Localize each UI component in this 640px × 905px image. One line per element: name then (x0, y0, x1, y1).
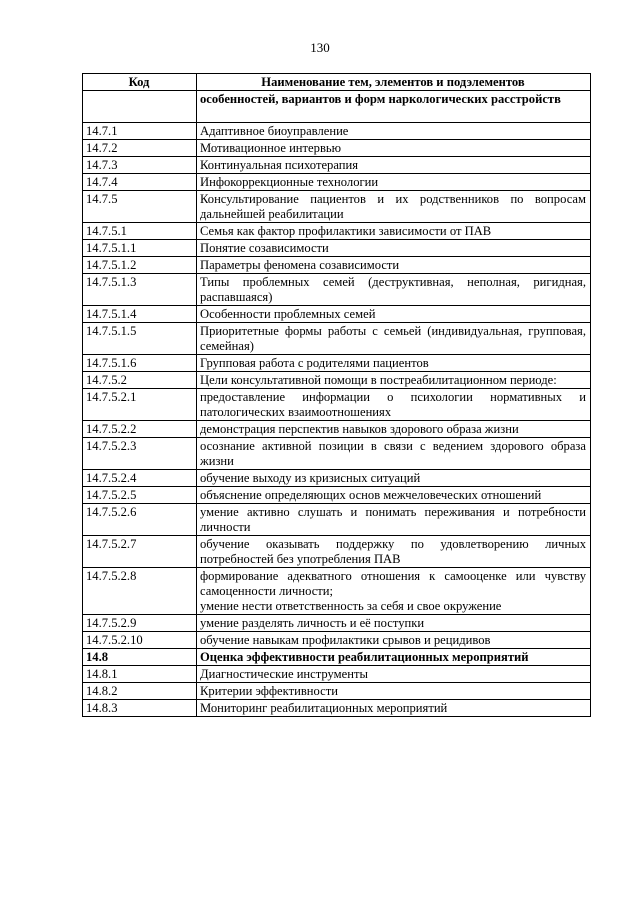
header-code: Код (83, 74, 197, 91)
row-code: 14.7.5.2.9 (83, 615, 197, 632)
row-name (197, 568, 591, 615)
table-row (83, 504, 591, 536)
table-row (83, 700, 591, 717)
row-code: 14.7.3 (83, 157, 197, 174)
row-code: 14.7.5.1.4 (83, 306, 197, 323)
table-row (83, 191, 591, 223)
header-name: Наименование тем, элементов и подэлементов (197, 74, 591, 91)
row-name: Типы проблемных семей (деструктивная, неполная, ригидная, распавшаяся) (197, 274, 591, 306)
table-row (83, 487, 591, 504)
table-row (83, 649, 591, 666)
row-code: 14.7.5.1 (83, 223, 197, 240)
row-name: объяснение определяющих основ межчеловеческих отношений (197, 487, 591, 504)
row-code: 14.7.5.2.5 (83, 487, 197, 504)
row-code: 14.7.5.2.10 (83, 632, 197, 649)
row-name: Инфокоррекционные технологии (197, 174, 591, 191)
table-row (83, 223, 591, 240)
row-code: 14.7.5.1.6 (83, 355, 197, 372)
table-row (83, 421, 591, 438)
page-number: 130 (310, 40, 330, 55)
table-row (83, 123, 591, 140)
table-row (83, 157, 591, 174)
row-name: Континуальная психотерапия (197, 157, 591, 174)
row-name: Семья как фактор профилактики зависимости от ПАВ (197, 223, 591, 240)
row-name: Диагностические инструменты (197, 666, 591, 683)
table-row (83, 355, 591, 372)
row-code: 14.7.5.2.4 (83, 470, 197, 487)
row-name: обучение навыкам профилактики срывов и рецидивов (197, 632, 591, 649)
header-row (83, 74, 591, 91)
table-header (83, 74, 591, 91)
row-code: 14.7.5.2.8 (83, 568, 197, 615)
table-row (83, 174, 591, 191)
row-name: Консультирование пациентов и их родственников по вопросам дальнейшей реабилитации (197, 191, 591, 223)
row-code: 14.7.5 (83, 191, 197, 223)
table-row (83, 372, 591, 389)
row-name: Приоритетные формы работы с семьей (индивидуальная, групповая, семейная) (197, 323, 591, 355)
table-row (83, 438, 591, 470)
continuation-code-cell (83, 91, 197, 123)
row-name: умение разделять личность и её поступки (197, 615, 591, 632)
row-code: 14.7.1 (83, 123, 197, 140)
row-name-line: формирование адекватного отношения к самооценке или чувству самоценности личности; (200, 569, 586, 598)
row-code: 14.8.2 (83, 683, 197, 700)
row-name: Мониторинг реабилитационных мероприятий (197, 700, 591, 717)
curriculum-table (82, 73, 591, 717)
row-code: 14.7.5.2.7 (83, 536, 197, 568)
row-name: осознание активной позиции в связи с ведением здорового образа жизни (197, 438, 591, 470)
row-code: 14.7.5.2.6 (83, 504, 197, 536)
row-code: 14.7.5.2.1 (83, 389, 197, 421)
row-code: 14.7.5.1.1 (83, 240, 197, 257)
row-code: 14.7.4 (83, 174, 197, 191)
row-name: Цели консультативной помощи в постреабилитационном периоде: (197, 372, 591, 389)
row-code: 14.8.1 (83, 666, 197, 683)
row-code: 14.7.5.1.3 (83, 274, 197, 306)
row-code: 14.7.5.2.3 (83, 438, 197, 470)
row-name: обучение оказывать поддержку по удовлетворению личных потребностей без употребления ПАВ (197, 536, 591, 568)
continuation-row (83, 91, 591, 123)
table-row (83, 240, 591, 257)
table-row (83, 568, 591, 615)
row-name: Критерии эффективности (197, 683, 591, 700)
table-row (83, 140, 591, 157)
table-row (83, 274, 591, 306)
table-row (83, 389, 591, 421)
table-row (83, 666, 591, 683)
table-row (83, 306, 591, 323)
row-name-line: умение нести ответственность за себя и свое окружение (200, 599, 502, 613)
row-code: 14.7.5.2 (83, 372, 197, 389)
row-code: 14.7.5.1.2 (83, 257, 197, 274)
row-code: 14.7.5.1.5 (83, 323, 197, 355)
table-row (83, 257, 591, 274)
table-row (83, 683, 591, 700)
row-name: Групповая работа с родителями пациентов (197, 355, 591, 372)
row-name: предоставление информации о психологии нормативных и патологических взаимоотношениях (197, 389, 591, 421)
table-row (83, 323, 591, 355)
row-code: 14.8 (83, 649, 197, 666)
row-name: Оценка эффективности реабилитационных мероприятий (197, 649, 591, 666)
table-row (83, 632, 591, 649)
table-row (83, 470, 591, 487)
row-name: Мотивационное интервью (197, 140, 591, 157)
table-row (83, 536, 591, 568)
continuation-name: особенностей, вариантов и форм наркологических расстройств (197, 91, 591, 123)
row-name: Параметры феномена созависимости (197, 257, 591, 274)
row-name: Адаптивное биоуправление (197, 123, 591, 140)
row-name: обучение выходу из кризисных ситуаций (197, 470, 591, 487)
row-code: 14.8.3 (83, 700, 197, 717)
row-code: 14.7.2 (83, 140, 197, 157)
row-name: демонстрация перспектив навыков здорового образа жизни (197, 421, 591, 438)
table-body (83, 91, 591, 717)
row-name: Понятие созависимости (197, 240, 591, 257)
table-row (83, 615, 591, 632)
row-code: 14.7.5.2.2 (83, 421, 197, 438)
row-name: Особенности проблемных семей (197, 306, 591, 323)
row-name: умение активно слушать и понимать переживания и потребности личности (197, 504, 591, 536)
